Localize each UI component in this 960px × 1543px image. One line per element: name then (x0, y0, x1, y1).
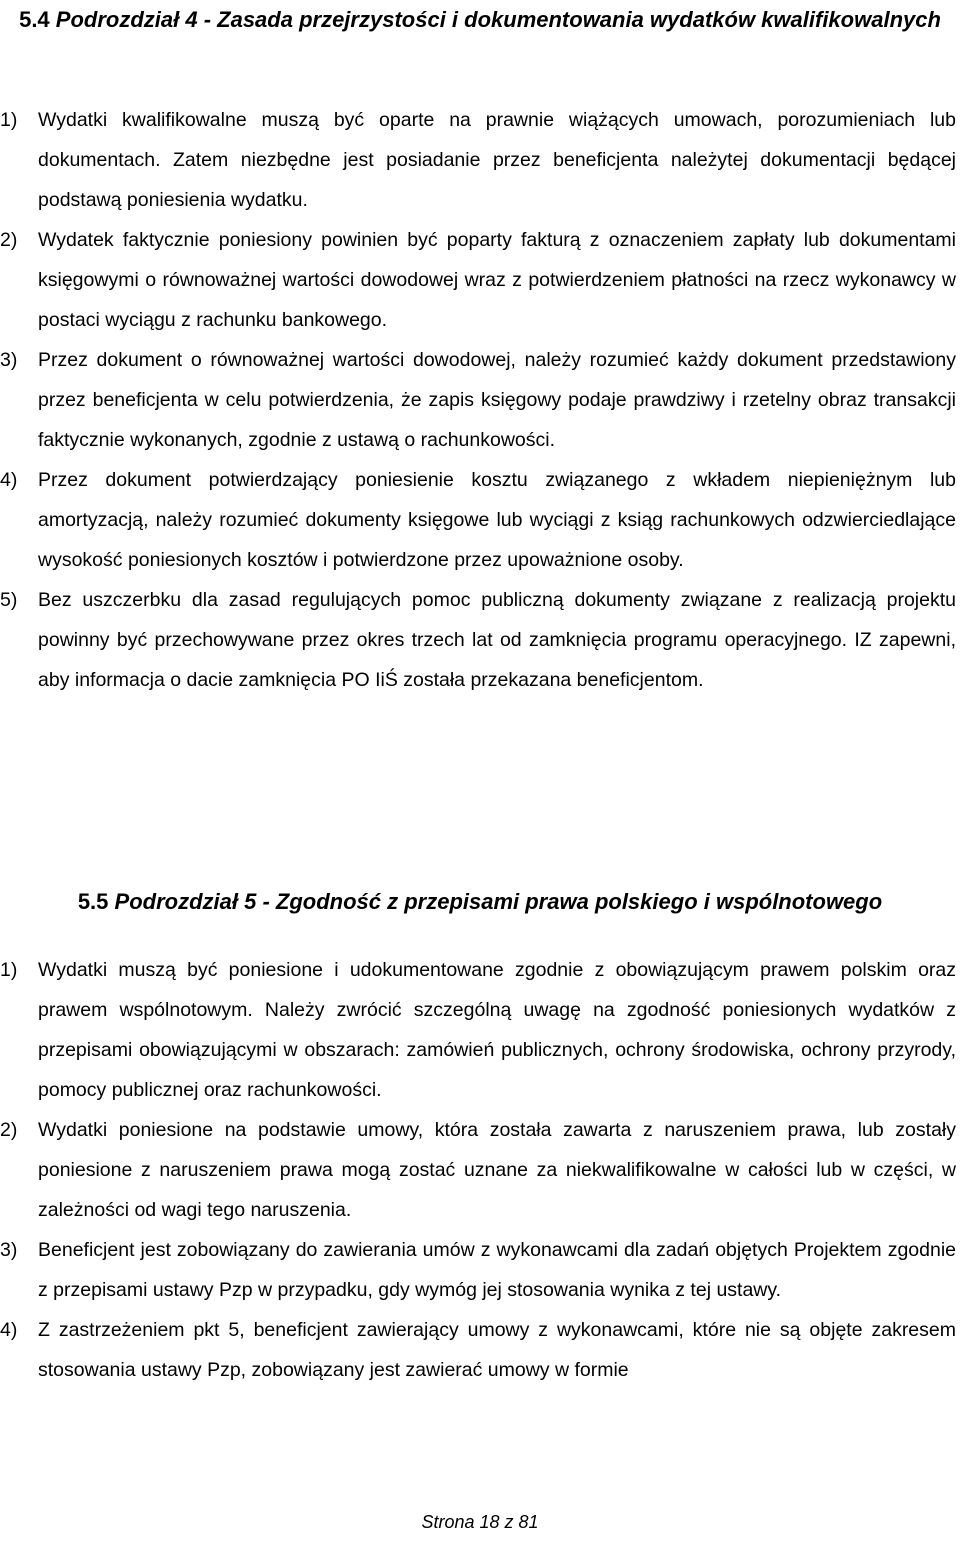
list-item (0, 220, 956, 340)
section-heading-5-4 (0, 0, 960, 40)
list-item-text: Wydatek faktycznie poniesiony powinien być poparty fakturą z oznaczeniem zapłaty lub dokumentami księgowymi o równoważnej wartości dowodowej wraz z potwierdzeniem płatności na rzecz wykonawcy w postaci wyciągu z rachunku bankowego. (38, 229, 956, 331)
list-item (0, 580, 956, 700)
section-title: Podrozdział 5 - Zgodność z przepisami prawa polskiego i wspólnotowego (114, 889, 883, 914)
list-item (0, 950, 956, 1110)
list-marker: 3) (0, 349, 18, 371)
list-item-text: Wydatki poniesione na podstawie umowy, która została zawarta z naruszeniem prawa, lub zostały poniesione z naruszeniem prawa mogą zostać uznane za niekwalifikowalne w całości lub w części, w zależności od wagi tego naruszenia. (38, 1119, 956, 1221)
list-item-text: Wydatki muszą być poniesione i udokumentowane zgodnie z obowiązującym prawem polskim oraz prawem wspólnotowym. Należy zwrócić szczególną uwagę na zgodność poniesionych wydatków z przepisami obowiązującymi w obszarach: zamówień publicznych, ochrony środowiska, ochrony przyrody, pomocy publicznej oraz rachunkowości. (38, 959, 956, 1101)
list-item (0, 100, 956, 220)
list-item-text: Beneficjent jest zobowiązany do zawierania umów z wykonawcami dla zadań objętych Projektem zgodnie z przepisami ustawy Pzp w przypadku, gdy wymóg jej stosowania wynika z tej ustawy. (38, 1239, 956, 1301)
list-item (0, 1110, 956, 1230)
list-marker: 5) (0, 589, 18, 611)
list-item (0, 1230, 956, 1310)
list-item (0, 460, 956, 580)
page-number-footer: Strona 18 z 81 (421, 1512, 539, 1532)
list-item-text: Wydatki kwalifikowalne muszą być oparte na prawnie wiążących umowach, porozumieniach lub dokumentach. Zatem niezbędne jest posiadanie przez beneficjenta należytej dokumentacji będącej podstawą poniesienia wydatku. (38, 109, 956, 211)
section-title: Podrozdział 4 - Zasada przejrzystości i dokumentowania wydatków kwalifikowalnych (55, 7, 941, 32)
list-marker: 1) (0, 959, 18, 981)
list-item-text: Z zastrzeżeniem pkt 5, beneficjent zawierający umowy z wykonawcami, które nie są objęte zakresem stosowania ustawy Pzp, zobowiązany jest zawierać umowy w formie (38, 1319, 956, 1381)
list-item (0, 340, 956, 460)
list-marker: 2) (0, 1119, 18, 1141)
list-item-text: Przez dokument potwierdzający poniesienie kosztu związanego z wkładem niepieniężnym lub amortyzacją, należy rozumieć dokumenty księgowe lub wyciągi z ksiąg rachunkowych odzwierciedlające wysokość poniesionych kosztów i potwierdzone przez upoważnione osoby. (38, 469, 956, 571)
section-number: 5.5 (77, 889, 109, 914)
section-5-4-list (0, 100, 956, 700)
list-marker: 2) (0, 229, 18, 251)
list-marker: 1) (0, 109, 18, 131)
section-heading-5-5 (0, 882, 960, 922)
list-marker: 3) (0, 1239, 18, 1261)
section-number: 5.4 (19, 7, 50, 32)
section-5-5-list (0, 950, 956, 1390)
list-marker: 4) (0, 1319, 18, 1341)
list-item-text: Bez uszczerbku dla zasad regulujących pomoc publiczną dokumenty związane z realizacją projektu powinny być przechowywane przez okres trzech lat od zamknięcia programu operacyjnego. IZ zapewni, aby informacja o dacie zamknięcia PO IiŚ została przekazana beneficjentom. (38, 589, 956, 691)
list-marker: 4) (0, 469, 18, 491)
list-item-text: Przez dokument o równoważnej wartości dowodowej, należy rozumieć każdy dokument przedstawiony przez beneficjenta w celu potwierdzenia, że zapis księgowy podaje prawdziwy i rzetelny obraz transakcji faktycznie wykonanych, zgodnie z ustawą o rachunkowości. (38, 349, 956, 451)
list-item (0, 1310, 956, 1390)
